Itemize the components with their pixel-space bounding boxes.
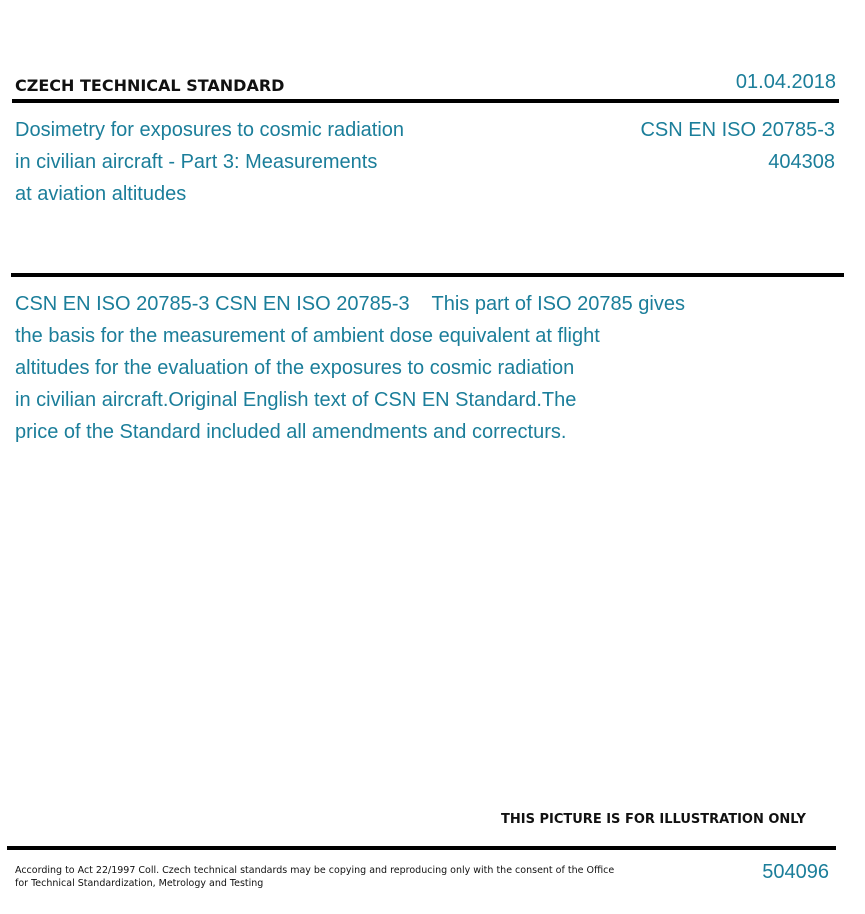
- bottom-divider: [7, 846, 836, 850]
- legal-line: According to Act 22/1997 Coll. Czech technical standards may be copying and reproducing only with the consent of the Office: [15, 865, 615, 876]
- illustration-note: THIS PICTURE IS FOR ILLUSTRATION ONLY: [501, 812, 806, 827]
- catalog-number: 404308: [768, 151, 835, 173]
- middle-divider: [11, 273, 844, 277]
- document-title: [15, 114, 465, 210]
- top-divider: [12, 99, 839, 103]
- standard-type-heading: CZECH TECHNICAL STANDARD: [15, 76, 285, 95]
- publication-date: 01.04.2018: [735, 71, 836, 93]
- footer-code: 504096: [762, 861, 829, 883]
- document-codes: [640, 114, 835, 178]
- legal-line: for Technical Standardization, Metrology and Testing: [15, 878, 264, 889]
- standard-number: CSN EN ISO 20785-3: [640, 119, 835, 141]
- title-line: in civilian aircraft - Part 3: Measurements: [15, 151, 378, 173]
- document-description: [15, 288, 755, 448]
- description-line: altitudes for the evaluation of the exposures to cosmic radiation: [15, 357, 575, 379]
- description-line: the basis for the measurement of ambient dose equivalent at flight: [15, 325, 600, 347]
- title-line: at aviation altitudes: [15, 183, 187, 205]
- description-line: in civilian aircraft.Original English text of CSN EN Standard.The: [15, 389, 577, 411]
- legal-notice: [15, 864, 615, 890]
- title-line: Dosimetry for exposures to cosmic radiation: [15, 119, 405, 141]
- description-line: CSN EN ISO 20785-3 CSN EN ISO 20785-3 This part of ISO 20785 gives: [15, 293, 685, 315]
- description-line: price of the Standard included all amendments and correcturs.: [15, 421, 567, 443]
